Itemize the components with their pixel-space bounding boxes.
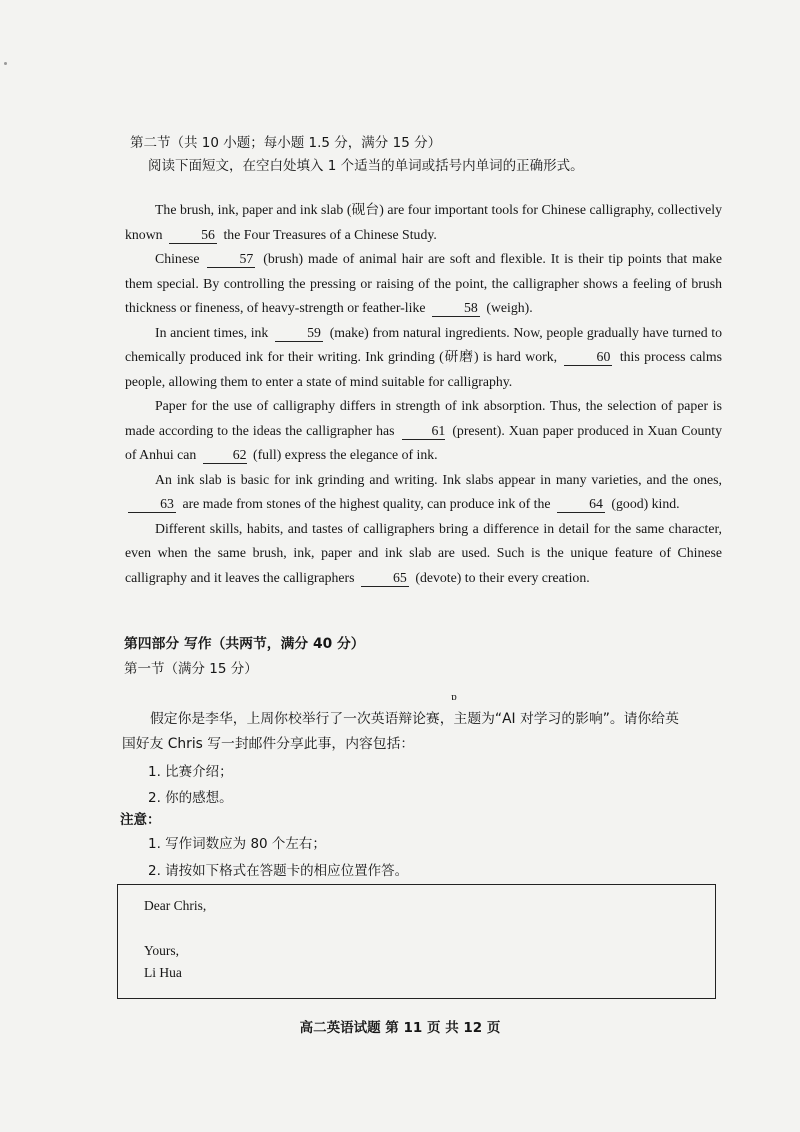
p2-text-1: Chinese [155, 251, 200, 266]
content-items [148, 759, 233, 811]
p5-text-3: (good) kind. [611, 496, 680, 511]
prompt-line-2: 国好友 Chris 写一封邮件分享此事，内容包括： [122, 736, 415, 752]
blank-63[interactable]: 63 [128, 496, 176, 513]
note-1: 1. 写作词数应为 80 个左右； [148, 836, 326, 852]
p1-text-2: the Four Treasures of a Chinese Study. [223, 226, 437, 242]
blank-57[interactable]: 57 [207, 251, 255, 268]
p4-text-3: (full) express the elegance of ink. [252, 447, 438, 462]
content-item-2: 2. 你的感想。 [148, 790, 233, 806]
section2-instruction: 阅读下面短文，在空白处填入 1 个适当的单词或括号内单词的正确形式。 [148, 158, 584, 174]
blank-65[interactable]: 65 [361, 570, 409, 587]
note-2: 2. 请按如下格式在答题卡的相应位置作答。 [148, 863, 409, 879]
paragraph-2 [125, 247, 722, 321]
part4-section1-heading: 第一节（满分 15 分） [124, 661, 258, 677]
blank-60[interactable]: 60 [564, 349, 612, 366]
content-item-1: 1. 比赛介绍； [148, 764, 233, 780]
cloze-passage [125, 198, 722, 590]
p2-text-3: (weigh). [486, 300, 533, 315]
p1-text-1: The brush, ink, paper and ink slab (砚台) are four important tools for Chinese calligraphy, collectively known [125, 202, 722, 242]
p5-text-2: are made from stones of the highest quality, can produce ink of the [182, 496, 551, 511]
scan-speck [4, 62, 7, 65]
p6-text-2: (devote) to their every creation. [415, 569, 590, 585]
notes-list [148, 831, 408, 885]
paragraph-5 [125, 468, 722, 517]
part4-heading: 第四部分 写作（共两节，满分 40 分） [124, 636, 365, 652]
section2-heading: 第二节（共 10 小题；每小题 1.5 分，满分 15 分） [130, 135, 442, 151]
paragraph-1 [125, 198, 722, 247]
letter-greeting: Dear Chris, [144, 898, 207, 913]
p3-text-2: (make) from natural ingredients. Now, people gradually have turned to chemically produced ink for their writing. Ink grinding (研磨) is hard work, [125, 324, 722, 364]
p6-text-1: Different skills, habits, and tastes of calligraphers bring a difference in detail for the same character, even when the same brush, ink, paper and ink slab are used. Such is the unique feature of Chinese calligraphy and it leaves the calligraphers [125, 520, 722, 585]
p2-text-2: (brush) made of animal hair are soft and flexible. It is their tip points that make them special. By controlling the pressing or raising of the point, the calligrapher shows a feeling of brush thickness or fineness, of heavy-strength or feather-like [125, 251, 723, 315]
blank-58[interactable]: 58 [432, 300, 480, 317]
p5-text-1: An ink slab is basic for ink grinding and writing. Ink slabs appear in many varieties, and the ones, [155, 471, 722, 487]
page-footer: 高二英语试题 第 11 页 共 12 页 [299, 1020, 501, 1036]
letter-signature: Li Hua [144, 965, 182, 980]
pen-mark: ɒ [451, 691, 457, 703]
paragraph-4 [125, 394, 722, 468]
p4-text-2: (present). Xuan paper produced in Xuan County of Anhui can [125, 422, 723, 462]
prompt-line-1: 假定你是李华，上周你校举行了一次英语辩论赛，主题为“AI 对学习的影响”。请你给英 [150, 711, 679, 727]
notes-label: 注意： [120, 812, 161, 828]
paragraph-6 [125, 517, 722, 591]
p4-text-1: Paper for the use of calligraphy differs in strength of ink absorption. Thus, the selection of paper is made according to the ideas the calligrapher has [125, 398, 722, 438]
writing-prompt [122, 707, 722, 757]
blank-62[interactable]: 62 [203, 447, 247, 464]
p3-text-1: In ancient times, ink [155, 324, 269, 340]
blank-59[interactable]: 59 [275, 325, 323, 342]
letter-format-box[interactable] [117, 884, 716, 999]
p3-text-3: this process calms people, allowing them to enter a state of mind suitable for calligraphy. [125, 349, 722, 389]
blank-56[interactable]: 56 [169, 227, 217, 244]
blank-64[interactable]: 64 [557, 496, 605, 513]
blank-61[interactable]: 61 [402, 423, 446, 440]
letter-closing: Yours, [144, 943, 180, 958]
paragraph-3 [125, 321, 722, 395]
